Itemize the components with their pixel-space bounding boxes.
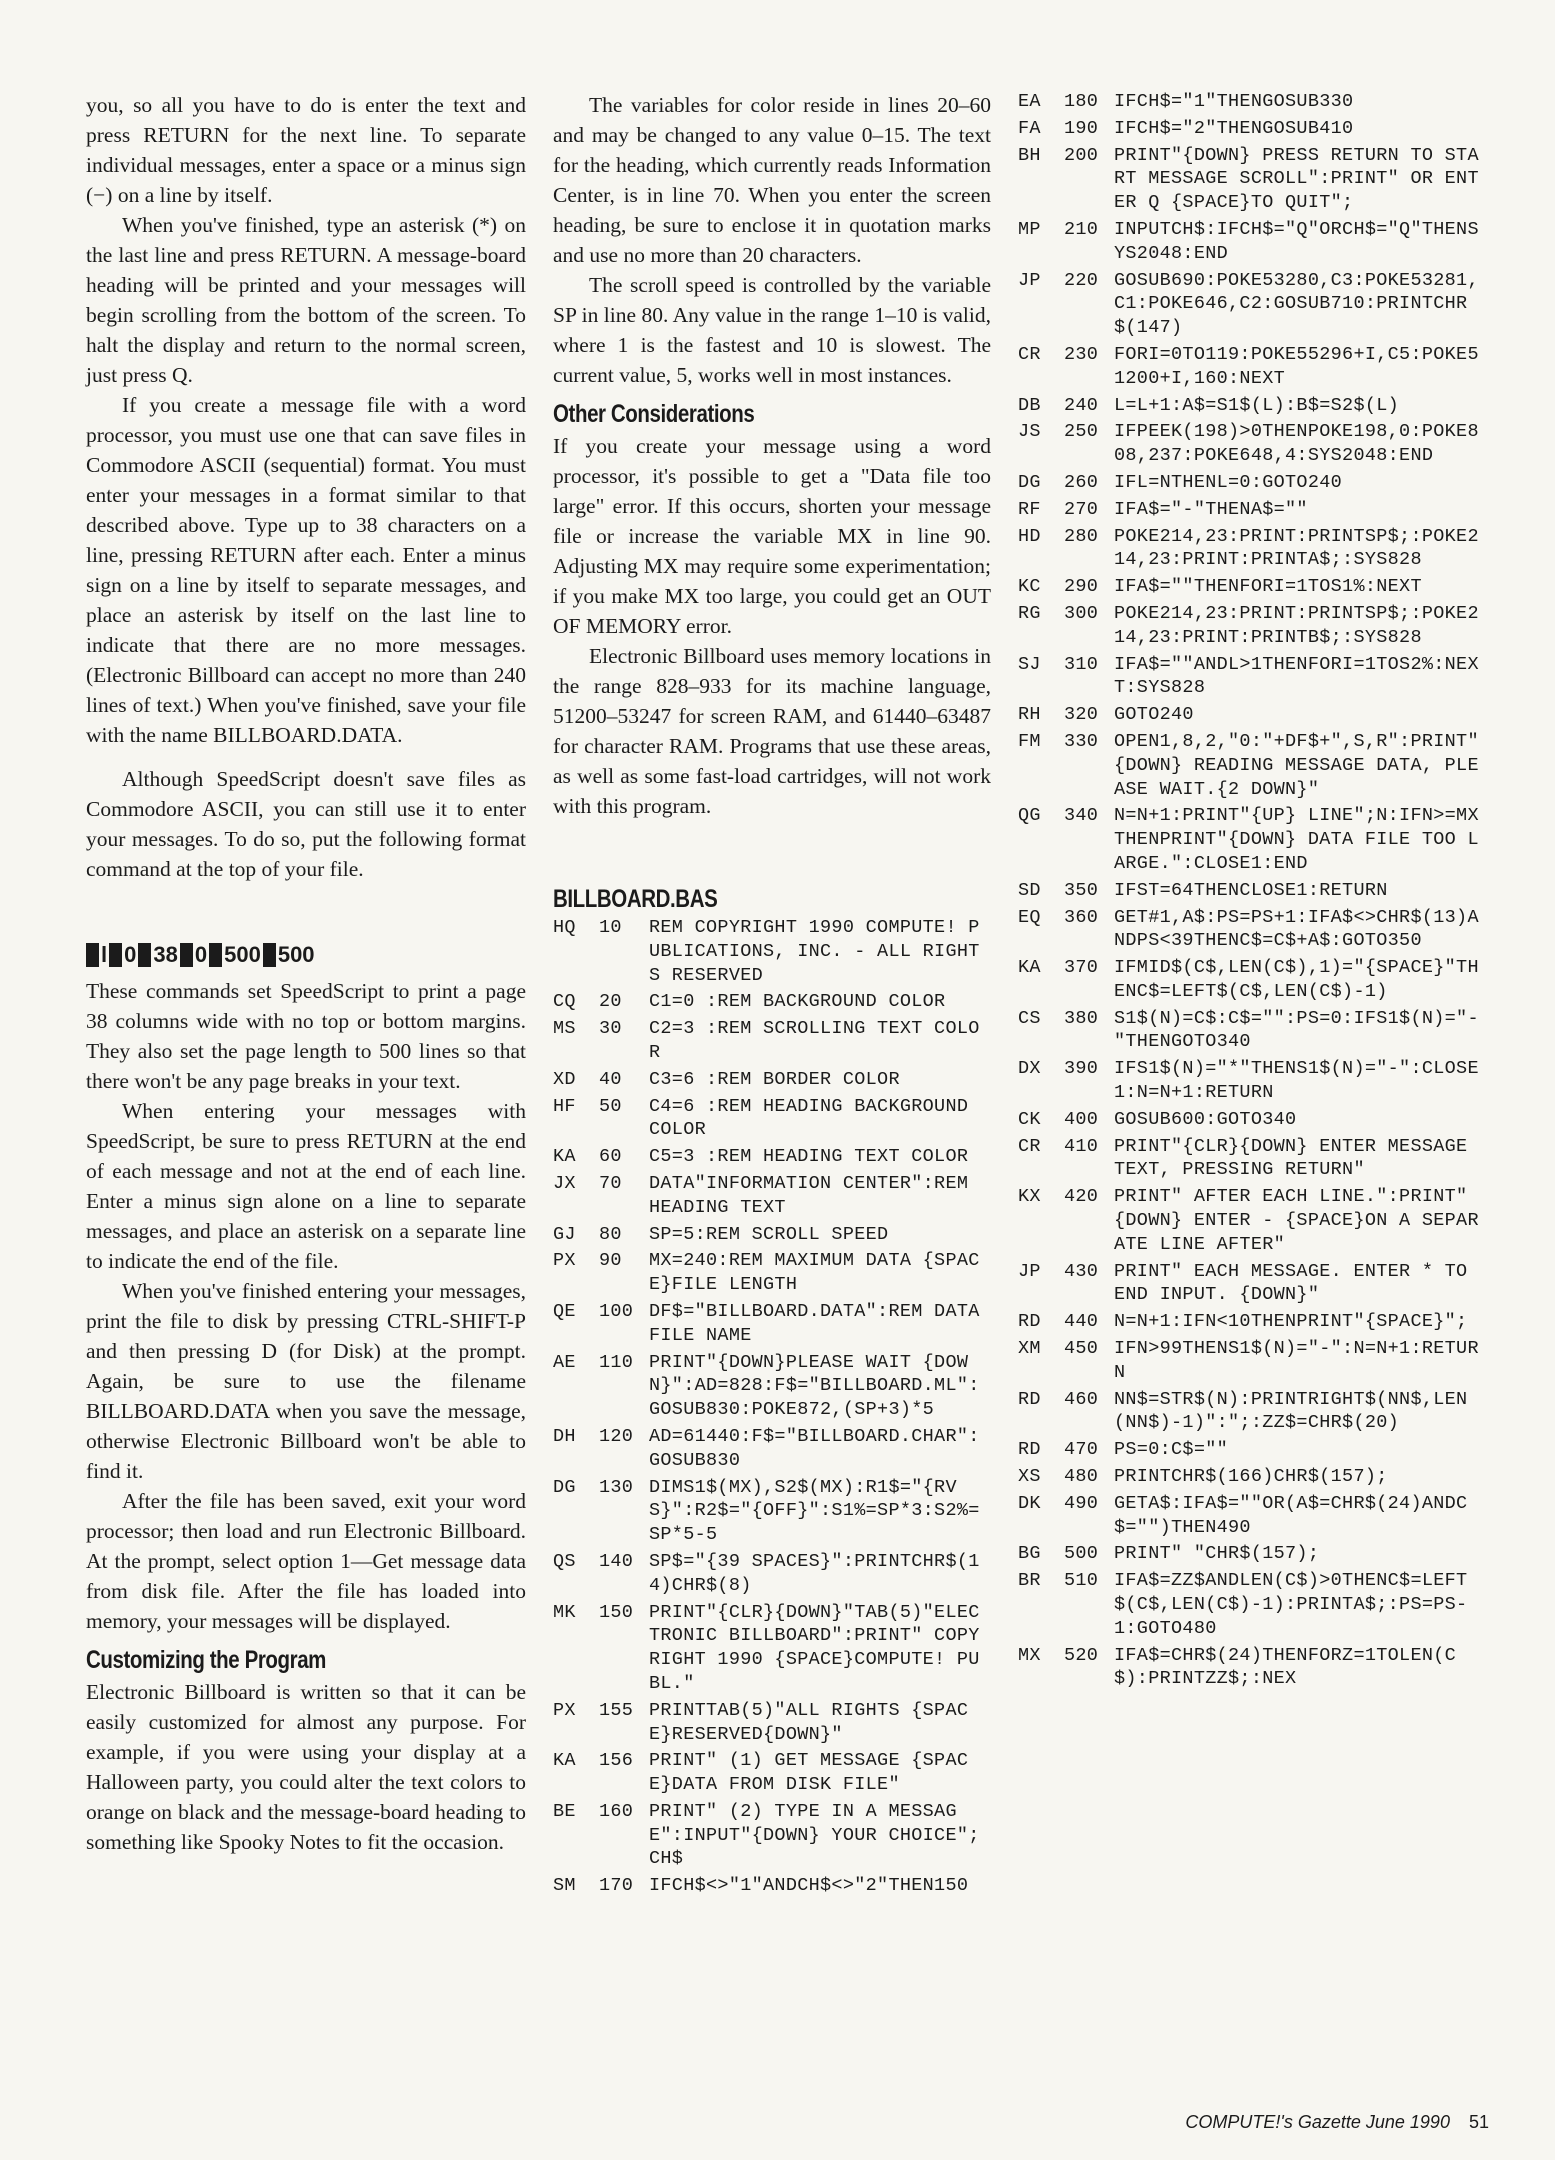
checksum: BG (1018, 1543, 1041, 1565)
code: PRINT" (2) TYPE IN A MESSAGE":INPUT"{DOWN} YOUR CHOICE";CH$ (649, 1800, 980, 1870)
code: PRINT" "CHR$(157); (1114, 1543, 1320, 1565)
line-number: 250 (1064, 421, 1099, 443)
checksum: QE (553, 1300, 576, 1322)
line-number: 180 (1064, 91, 1099, 112)
line-number: 110 (599, 1351, 634, 1373)
checksum: RD (1018, 1439, 1041, 1461)
issue-date: June 1990 (1365, 2112, 1450, 2132)
line-number: 380 (1064, 1007, 1099, 1029)
column-3 (1018, 90, 1486, 1691)
magazine-name: COMPUTE!'s Gazette (1185, 2112, 1361, 2132)
code: C1=0 :REM BACKGROUND COLOR (649, 991, 946, 1013)
checksum: JP (1018, 1260, 1041, 1282)
listing-line (1018, 956, 1486, 1004)
line-number: 160 (599, 1800, 634, 1822)
code: IFA$=""ANDL>1THENFORI=1TOS2%:NEXT:SYS828 (1114, 653, 1479, 699)
code: DATA"INFORMATION CENTER":REM HEADING TEXT (649, 1172, 980, 1218)
checksum: KA (553, 1750, 576, 1772)
listing-line (1018, 1310, 1486, 1334)
checksum: JS (1018, 421, 1041, 443)
listing-line (553, 1800, 991, 1871)
line-number: 80 (599, 1223, 622, 1245)
line-number: 450 (1064, 1338, 1099, 1360)
format-box (86, 943, 99, 967)
checksum: KA (1018, 957, 1041, 979)
checksum: KC (1018, 576, 1041, 598)
code: C3=6 :REM BORDER COLOR (649, 1068, 900, 1090)
listing-line (553, 1300, 991, 1348)
checksum: EA (1018, 91, 1041, 112)
line-number: 520 (1064, 1644, 1099, 1666)
paragraph: The variables for color reside in lines 20–60 and may be changed to any value 0–15. The text for the heading, which currently reads Information Center, is in line 70. When you enter the screen heading, be sure to enclose it in quotation marks and use no more than 20 characters. (553, 93, 991, 267)
paragraph: you, so all you have to do is enter the text and press RETURN for the next line. To separate individual messages, enter a space or a minus sign (−) on a line by itself. (86, 93, 526, 207)
listing-line (553, 1017, 991, 1065)
line-number: 200 (1064, 144, 1099, 166)
code: PRINT" AFTER EACH LINE.":PRINT"{DOWN} ENTER - {SPACE}ON A SEPARATE LINE AFTER" (1114, 1186, 1479, 1255)
code: IFST=64THENCLOSE1:RETURN (1114, 879, 1388, 901)
format-char: 500 (277, 942, 315, 967)
listing-line (553, 1145, 991, 1169)
line-number: 500 (1064, 1543, 1099, 1565)
listing-line (1018, 525, 1486, 573)
paragraph: The scroll speed is controlled by the variable SP in line 80. Any value in the range 1–10 is valid, where 1 is the fastest and 10 is slowest. The current value, 5, works well in most instances. (553, 273, 991, 387)
code: GETA$:IFA$=""OR(A$=CHR$(24)ANDC$="")THEN490 (1114, 1492, 1468, 1538)
checksum: CS (1018, 1007, 1041, 1029)
code: N=N+1:PRINT"{UP} LINE";N:IFN>=MXTHENPRINT"{DOWN} DATA FILE TOO LARGE.":CLOSE1:END (1114, 805, 1479, 874)
format-char: 0 (194, 942, 208, 967)
line-number: 170 (599, 1875, 634, 1897)
code: IFL=NTHENL=0:GOTO240 (1114, 471, 1343, 493)
paragraph: When you've finished entering your messages, print the file to disk by pressing CTRL-SHIFT-P and then pressing D (for Disk) at the prompt. Again, be sure to use the filename BILLBOARD.DATA when you save the message, otherwise Electronic Billboard won't be able to find it. (86, 1279, 526, 1483)
code: DF$="BILLBOARD.DATA":REM DATA FILE NAME (649, 1300, 992, 1346)
code: GET#1,A$:PS=PS+1:IFA$<>CHR$(13)ANDPS<39THENC$=C$+A$:GOTO350 (1114, 906, 1479, 952)
listing-line (553, 1601, 991, 1696)
checksum: XS (1018, 1466, 1041, 1488)
line-number: 70 (599, 1172, 622, 1194)
listing-line (553, 916, 991, 987)
code: IFPEEK(198)>0THENPOKE198,0:POKE808,237:POKE648,4:SYS2048:END (1114, 421, 1479, 467)
code: INPUTCH$:IFCH$="Q"ORCH$="Q"THENSYS2048:END (1114, 218, 1479, 264)
paragraph: These commands set SpeedScript to print a page 38 columns wide with no top or bottom margins. They also set the page length to 500 lines so that there won't be any page breaks in your text. (86, 979, 526, 1093)
line-number: 460 (1064, 1388, 1099, 1410)
listing-line (1018, 602, 1486, 650)
code: PRINT" EACH MESSAGE. ENTER * TO END INPUT. {DOWN}" (1114, 1260, 1479, 1306)
checksum: QS (553, 1550, 576, 1572)
code: IFMID$(C$,LEN(C$),1)="{SPACE}"THENC$=LEFT$(C$,LEN(C$)-1) (1114, 957, 1479, 1002)
checksum: MS (553, 1018, 576, 1040)
listing-line (553, 1476, 991, 1547)
checksum: MX (1018, 1644, 1041, 1666)
checksum: KA (553, 1146, 576, 1168)
line-number: 220 (1064, 269, 1099, 291)
listing-title: BILLBOARD.BAS (553, 885, 718, 913)
line-number: 330 (1064, 730, 1099, 752)
code: IFCH$="2"THENGOSUB410 (1114, 117, 1354, 139)
line-number: 300 (1064, 602, 1099, 624)
checksum: DG (1018, 471, 1041, 493)
checksum: CK (1018, 1108, 1041, 1130)
paragraph: Although SpeedScript doesn't save files as Commodore ASCII, you can still use it to enter your messages. To do so, put the following format command at the top of your file. (86, 767, 526, 881)
listing-line (1018, 343, 1486, 391)
line-number: 120 (599, 1425, 634, 1447)
line-number: 240 (1064, 394, 1099, 416)
code: GOSUB600:GOTO340 (1114, 1108, 1297, 1130)
section-heading: Customizing the Program (86, 1646, 327, 1674)
code: IFS1$(N)="*"THENS1$(N)="-":CLOSE1:N=N+1:RETURN (1114, 1058, 1479, 1104)
checksum: MP (1018, 218, 1041, 240)
listing-line (1018, 218, 1486, 266)
listing-line (1018, 1438, 1486, 1462)
checksum: DH (553, 1425, 576, 1447)
line-number: 100 (599, 1300, 634, 1322)
code: IFA$=""THENFORI=1TOS1%:NEXT (1114, 576, 1422, 598)
listing-line (1018, 1542, 1486, 1566)
checksum: XM (1018, 1338, 1041, 1360)
line-number: 130 (599, 1476, 634, 1498)
listing-line (1018, 498, 1486, 522)
code: PRINTTAB(5)"ALL RIGHTS {SPACE}RESERVED{DOWN}" (649, 1699, 969, 1745)
code: PRINT"{DOWN} PRESS RETURN TO START MESSAGE SCROLL":PRINT" OR ENTER Q {SPACE}TO QUIT"; (1114, 144, 1479, 214)
line-number: 10 (599, 917, 622, 938)
checksum: PX (553, 1250, 576, 1272)
code: IFA$=ZZ$ANDLEN(C$)>0THENC$=LEFT$(C$,LEN(C$)-1):PRINTA$;:PS=PS-1:GOTO480 (1114, 1570, 1468, 1639)
line-number: 410 (1064, 1135, 1099, 1157)
checksum: AE (553, 1351, 576, 1373)
checksum: SJ (1018, 653, 1041, 675)
listing-line (1018, 1135, 1486, 1183)
checksum: BH (1018, 144, 1041, 166)
checksum: CQ (553, 991, 576, 1013)
checksum: DB (1018, 394, 1041, 416)
code: C5=3 :REM HEADING TEXT COLOR (649, 1146, 969, 1168)
line-number: 360 (1064, 906, 1099, 928)
listing-line (1018, 653, 1486, 701)
listing-line (1018, 90, 1486, 114)
code: SP$="{39 SPACES}":PRINTCHR$(14)CHR$(8) (649, 1550, 980, 1596)
listing-line (1018, 471, 1486, 495)
listing-line (553, 1095, 991, 1143)
paragraph: If you create a message file with a word processor, you must use one that can save files in Commodore ASCII (sequential) format. You must enter your messages in a format similar to that described above. Type up to 38 characters on a line, pressing RETURN after each. Enter a minus sign on a line by itself to separate messages, and place an asterisk by itself on the last line to indicate that there are no more messages. (Electronic Billboard can accept no more than 240 lines of text.) When you've finished, save your file with the name BILLBOARD.DATA. (86, 393, 526, 747)
listing-line (1018, 730, 1486, 801)
code: IFCH$<>"1"ANDCH$<>"2"THEN150 (649, 1875, 969, 1897)
listing-line (553, 1249, 991, 1297)
checksum: RD (1018, 1311, 1041, 1333)
line-number: 350 (1064, 879, 1099, 901)
checksum: FM (1018, 730, 1041, 752)
listing-line (1018, 1337, 1486, 1385)
line-number: 430 (1064, 1260, 1099, 1282)
line-number: 156 (599, 1750, 634, 1772)
checksum: PX (553, 1699, 576, 1721)
format-box (209, 943, 222, 967)
page-footer (1185, 2112, 1489, 2133)
line-number: 490 (1064, 1492, 1099, 1514)
checksum: SM (553, 1875, 576, 1897)
listing-line (553, 1068, 991, 1092)
line-number: 90 (599, 1250, 622, 1272)
paragraph: If you create your message using a word processor, it's possible to get a "Data file too large" error. If this occurs, shorten your message file or increase the variable MX in line 90. Adjusting MX may require some experimentation; if you make MX too large, you could get an OUT OF MEMORY error. (553, 434, 991, 638)
format-box (138, 943, 151, 967)
code: GOTO240 (1114, 704, 1194, 726)
format-char: 38 (153, 942, 178, 967)
listing-line (1018, 1007, 1486, 1055)
listing-line (1018, 269, 1486, 340)
line-number: 320 (1064, 704, 1099, 726)
line-number: 400 (1064, 1108, 1099, 1130)
line-number: 290 (1064, 576, 1099, 598)
code: SP=5:REM SCROLL SPEED (649, 1223, 889, 1245)
line-number: 20 (599, 991, 622, 1013)
code: S1$(N)=C$:C$="":PS=0:IFS1$(N)="-"THENGOTO340 (1114, 1007, 1479, 1053)
code: DIMS1$(MX),S2$(MX):R1$="{RVS}":R2$="{OFF}":S1%=SP*3:S2%=SP*5-5 (649, 1476, 980, 1546)
checksum: XD (553, 1068, 576, 1090)
listing-line (553, 1699, 991, 1747)
checksum: HQ (553, 917, 576, 938)
code: IFCH$="1"THENGOSUB330 (1114, 91, 1354, 112)
checksum: MK (553, 1601, 576, 1623)
code: GOSUB690:POKE53280,C3:POKE53281,C1:POKE646,C2:GOSUB710:PRINTCHR$(147) (1114, 269, 1479, 339)
listing-line (1018, 906, 1486, 954)
checksum: RD (1018, 1388, 1041, 1410)
paragraph: When entering your messages with SpeedScript, be sure to press RETURN at the end of each message and not at the end of each line. Enter a minus sign alone on a line to separate messages, and place an asterisk on a separate line to indicate the end of the file. (86, 1099, 526, 1273)
line-number: 50 (599, 1095, 622, 1117)
format-char: 500 (224, 942, 261, 967)
code: OPEN1,8,2,"0:"+DF$+",S,R":PRINT"{DOWN} READING MESSAGE DATA, PLEASE WAIT.{2 DOWN}" (1114, 730, 1479, 800)
line-number: 510 (1064, 1570, 1099, 1592)
checksum: DX (1018, 1058, 1041, 1080)
code: IFA$=CHR$(24)THENFORZ=1TOLEN(C$):PRINTZZ$;:NEX (1114, 1644, 1457, 1690)
code: FORI=0TO119:POKE55296+I,C5:POKE51200+I,160:NEXT (1114, 343, 1479, 389)
line-number: 310 (1064, 653, 1099, 675)
checksum: HD (1018, 525, 1041, 547)
code: NN$=STR$(N):PRINTRIGHT$(NN$,LEN(NN$)-1)":";:ZZ$=CHR$(20) (1114, 1388, 1468, 1434)
line-number: 190 (1064, 117, 1099, 139)
line-number: 260 (1064, 471, 1099, 493)
page-number: 51 (1468, 2112, 1489, 2132)
listing-line (553, 1550, 991, 1598)
line-number: 140 (599, 1550, 634, 1572)
format-box (180, 943, 193, 967)
checksum: CR (1018, 343, 1041, 365)
code: IFA$="-"THENA$="" (1114, 498, 1308, 520)
checksum: FA (1018, 117, 1041, 139)
listing-line (1018, 394, 1486, 418)
section-heading: Other Considerations (553, 400, 755, 428)
code: MX=240:REM MAXIMUM DATA {SPACE}FILE LENGTH (649, 1250, 980, 1296)
line-number: 150 (599, 1601, 634, 1623)
listing-line (1018, 1644, 1486, 1692)
checksum: EQ (1018, 906, 1041, 928)
code: PRINTCHR$(166)CHR$(157); (1114, 1466, 1388, 1488)
line-number: 280 (1064, 525, 1099, 547)
checksum: SD (1018, 879, 1041, 901)
checksum: RH (1018, 704, 1041, 726)
format-box (263, 943, 276, 967)
checksum: JX (553, 1172, 576, 1194)
checksum: RF (1018, 498, 1041, 520)
program-listing (553, 916, 991, 1898)
line-number: 440 (1064, 1311, 1099, 1333)
listing-line (553, 1172, 991, 1220)
line-number: 30 (599, 1018, 622, 1040)
checksum: BE (553, 1800, 576, 1822)
listing-line (553, 1749, 991, 1797)
code: PS=0:C$="" (1114, 1439, 1229, 1461)
line-number: 470 (1064, 1439, 1099, 1461)
listing-line (1018, 1492, 1486, 1540)
listing-line (1018, 1108, 1486, 1132)
listing-line (553, 1425, 991, 1473)
code: PRINT"{DOWN}PLEASE WAIT {DOWN}":AD=828:F$="BILLBOARD.ML":GOSUB830:POKE872,(SP+3)*5 (649, 1351, 980, 1421)
paragraph: Electronic Billboard uses memory locations in the range 828–933 for its machine language, 51200–53247 for screen RAM, and 61440–63487 for character RAM. Programs that use these areas, as well as some fast-load cartridges, will not work with this program. (553, 644, 991, 818)
line-number: 60 (599, 1146, 622, 1168)
line-number: 390 (1064, 1058, 1099, 1080)
checksum: QG (1018, 805, 1041, 827)
line-number: 155 (599, 1699, 634, 1721)
code: AD=61440:F$="BILLBOARD.CHAR":GOSUB830 (649, 1425, 980, 1471)
listing-line (553, 1223, 991, 1247)
line-number: 370 (1064, 957, 1099, 979)
column-1 (86, 90, 526, 1857)
line-number: 210 (1064, 218, 1099, 240)
code: POKE214,23:PRINT:PRINTSP$;:POKE214,23:PRINT:PRINTA$;:SYS828 (1114, 525, 1479, 571)
checksum: JP (1018, 269, 1041, 291)
line-number: 230 (1064, 343, 1099, 365)
format-command (86, 942, 526, 968)
listing-line (553, 1874, 991, 1898)
listing-line (1018, 804, 1486, 875)
line-number: 480 (1064, 1466, 1099, 1488)
line-number: 270 (1064, 498, 1099, 520)
line-number: 420 (1064, 1186, 1099, 1208)
listing-line (1018, 420, 1486, 468)
code: PRINT"{CLR}{DOWN}"TAB(5)"ELECTRONIC BILLBOARD":PRINT" COPYRIGHT 1990 {SPACE}COMPUTE! PUBL." (649, 1601, 980, 1694)
program-listing (1018, 90, 1486, 1691)
listing-line (553, 990, 991, 1014)
checksum: GJ (553, 1223, 576, 1245)
code: PRINT"{CLR}{DOWN} ENTER MESSAGE TEXT, PRESSING RETURN" (1114, 1135, 1479, 1181)
format-char: l (101, 942, 108, 967)
listing-line (1018, 879, 1486, 903)
listing-line (1018, 1057, 1486, 1105)
checksum: RG (1018, 602, 1041, 624)
paragraph: When you've finished, type an asterisk (*) on the last line and press RETURN. A message-board heading will be printed and your messages will begin scrolling from the bottom of the screen. To halt the display and return to the normal screen, just press Q. (86, 213, 526, 387)
listing-line (553, 1351, 991, 1422)
line-number: 340 (1064, 805, 1099, 827)
code: L=L+1:A$=S1$(L):B$=S2$(L) (1114, 394, 1400, 416)
checksum: KX (1018, 1186, 1041, 1208)
code: IFN>99THENS1$(N)="-":N=N+1:RETURN (1114, 1338, 1479, 1383)
listing-line (1018, 117, 1486, 141)
checksum: DG (553, 1476, 576, 1498)
listing-line (1018, 1569, 1486, 1640)
listing-line (1018, 1260, 1486, 1308)
code: C2=3 :REM SCROLLING TEXT COLOR (649, 1018, 980, 1063)
paragraph: Electronic Billboard is written so that it can be easily customized for almost any purpose. For example, if you were using your display at a Halloween party, you could alter the text colors to orange on black and the message-board heading to something like Spooky Notes to fit the occasion. (86, 1680, 526, 1854)
checksum: HF (553, 1095, 576, 1117)
listing-line (1018, 144, 1486, 215)
listing-line (1018, 1185, 1486, 1256)
code: N=N+1:IFN<10THENPRINT"{SPACE}"; (1114, 1311, 1468, 1333)
format-char: 0 (124, 942, 137, 967)
checksum: BR (1018, 1570, 1041, 1592)
code: POKE214,23:PRINT:PRINTSP$;:POKE214,23:PRINT:PRINTB$;:SYS828 (1114, 602, 1479, 648)
code: REM COPYRIGHT 1990 COMPUTE! PUBLICATIONS, INC. - ALL RIGHTS RESERVED (649, 917, 980, 986)
listing-line (1018, 703, 1486, 727)
listing-line (1018, 1465, 1486, 1489)
listing-line (1018, 1388, 1486, 1436)
listing-line (1018, 575, 1486, 599)
checksum: DK (1018, 1492, 1041, 1514)
column-2 (553, 90, 991, 1898)
paragraph: After the file has been saved, exit your word processor; then load and run Electronic Billboard. At the prompt, select option 1—Get message data from disk file. After the file has loaded into memory, your messages will be displayed. (86, 1489, 526, 1633)
line-number: 40 (599, 1068, 622, 1090)
code: PRINT" (1) GET MESSAGE {SPACE}DATA FROM DISK FILE" (649, 1750, 969, 1796)
code: C4=6 :REM HEADING BACKGROUND COLOR (649, 1095, 980, 1141)
format-box (109, 943, 122, 967)
checksum: CR (1018, 1135, 1041, 1157)
